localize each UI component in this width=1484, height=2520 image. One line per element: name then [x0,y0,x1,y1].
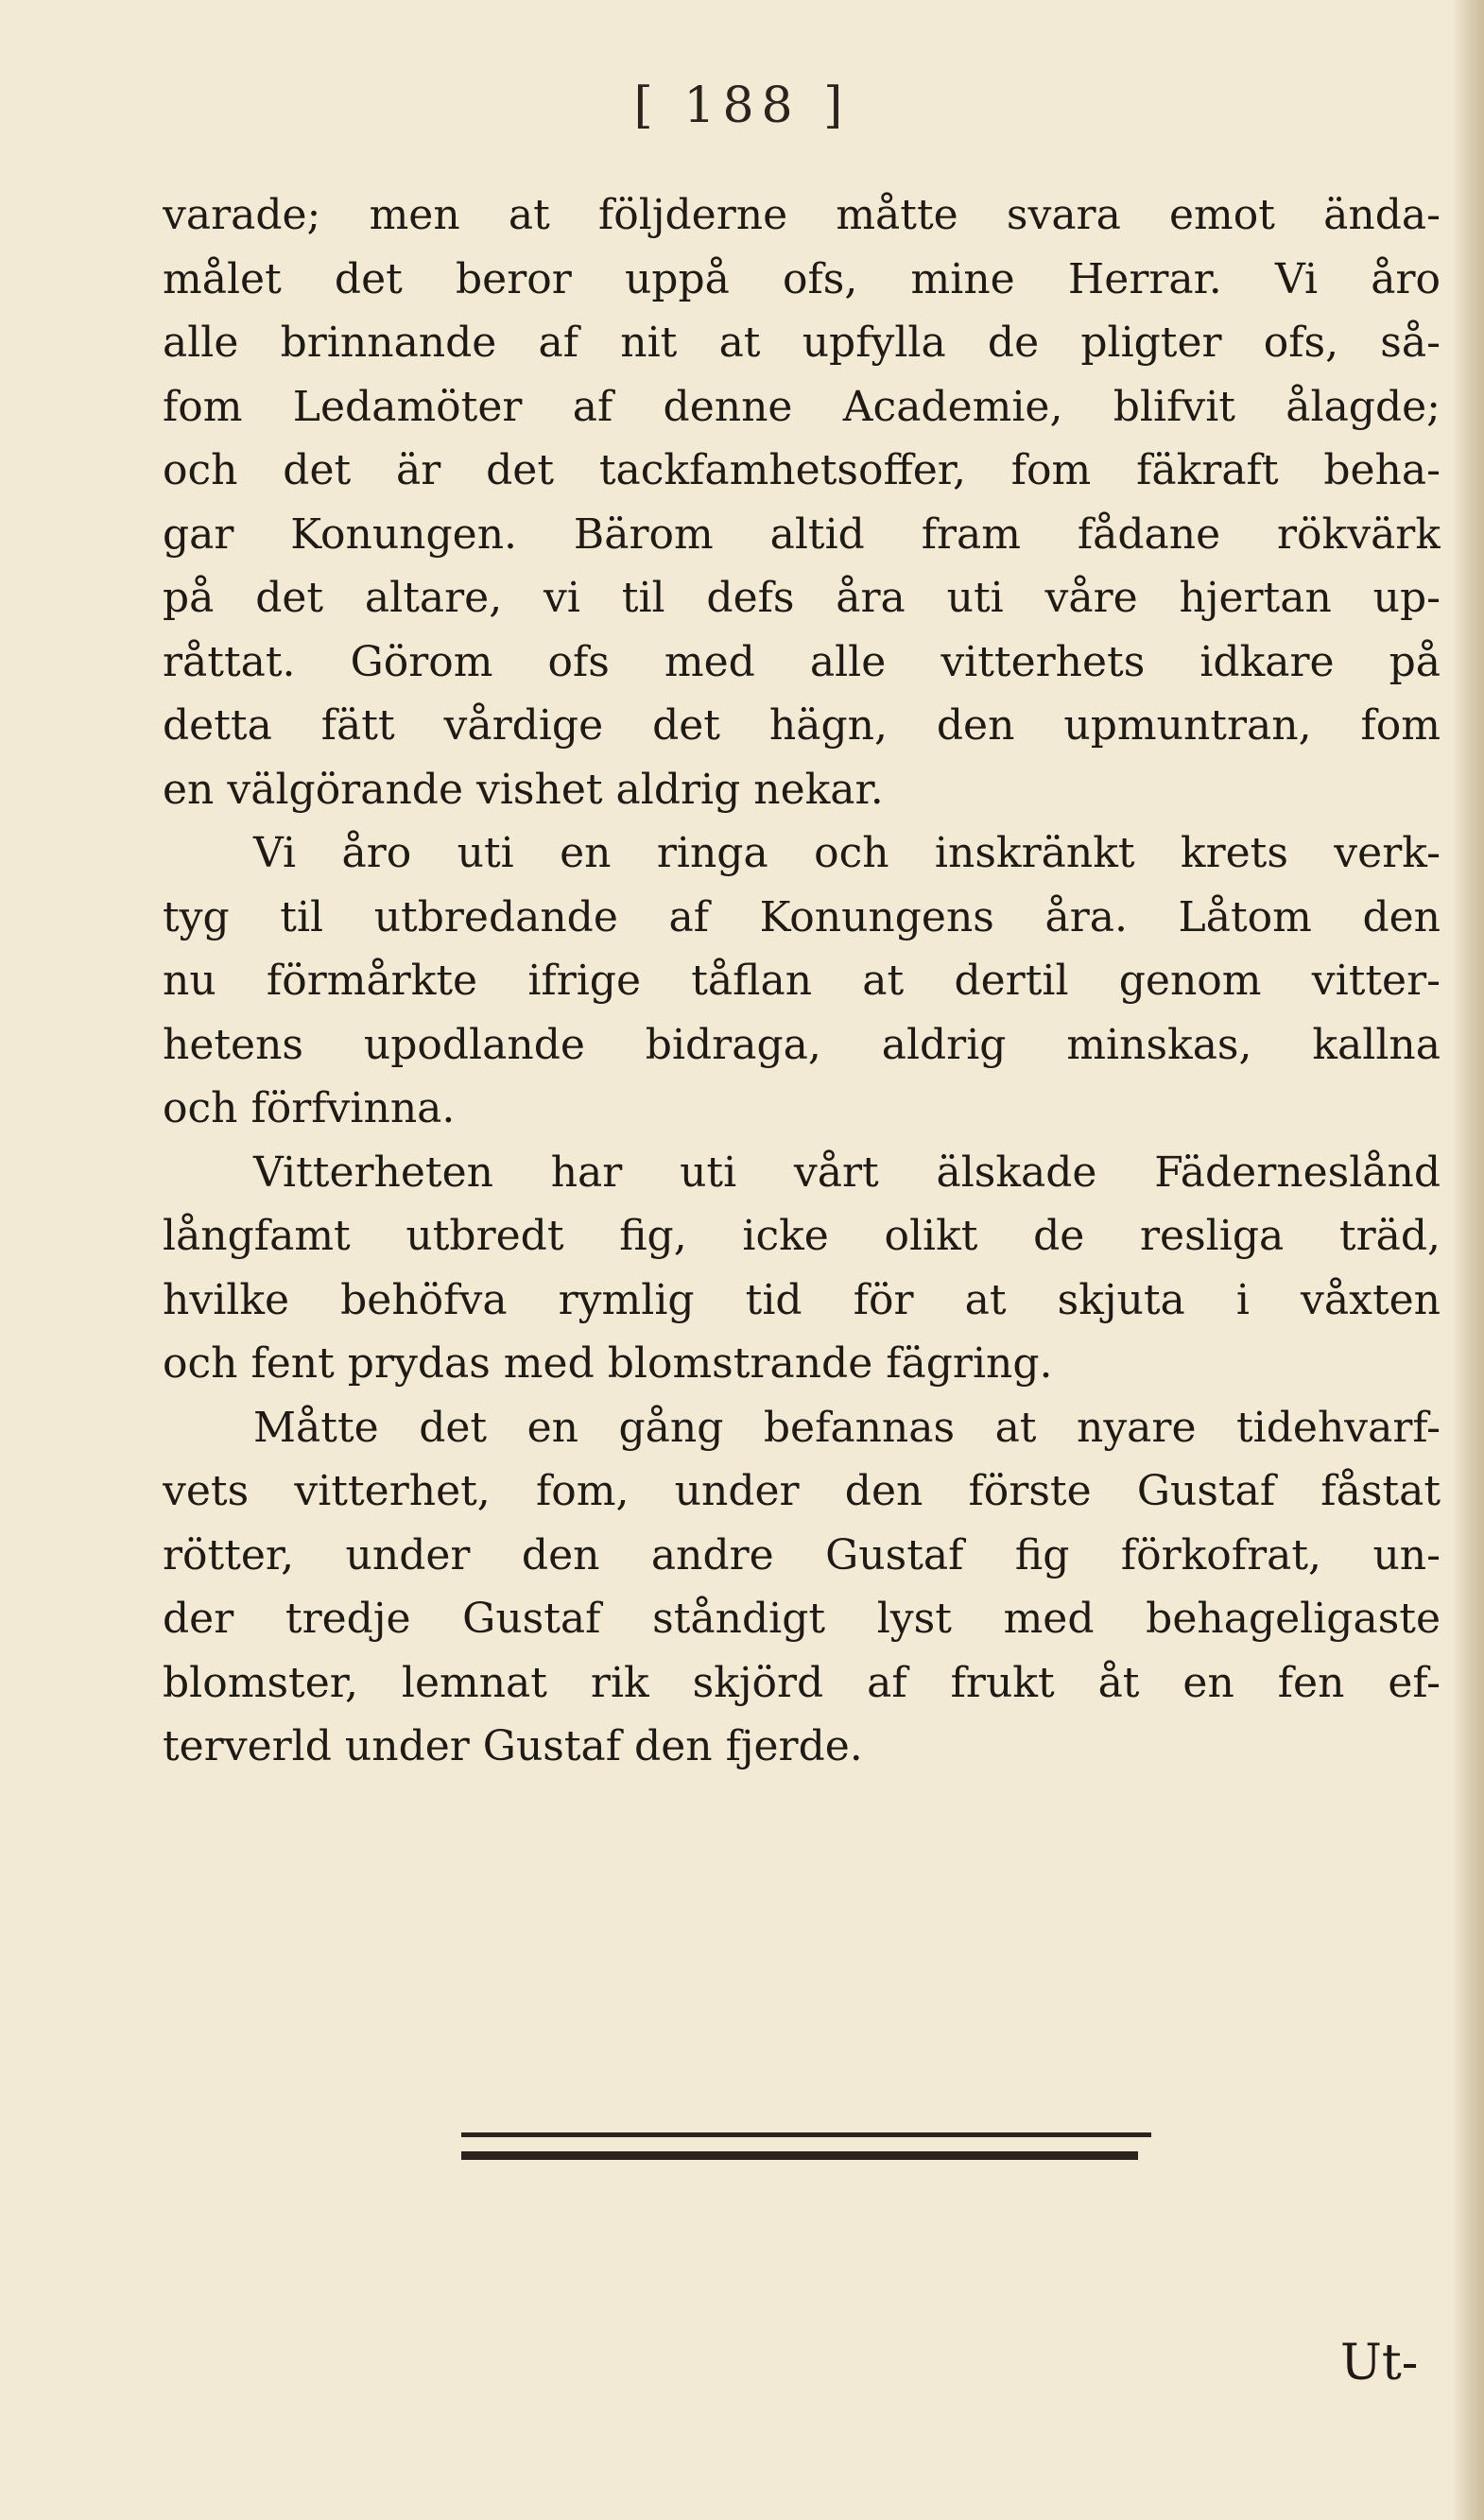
text-line: alle brinnande af nit at upfylla de pligter ofs, så- [163,319,1441,367]
text-line: terverld under Gustaf den fjerde. [163,1722,863,1770]
text-line: Vi åro uti en ringa och inskränkt krets verk- [253,829,1441,877]
text-line: en välgörande vishet aldrig nekar. [163,765,884,814]
text-line: hvilke behöfva rymlig tid för at skjuta i våxten [163,1275,1441,1324]
text-body [163,183,1441,1779]
text-line: detta fätt vårdige det hägn, den upmuntran, fom [163,701,1441,750]
text-line: målet det beror uppå ofs, mine Herrar. Vi åro [163,254,1441,303]
text-line: der tredje Gustaf ståndigt lyst med behageligaste [163,1595,1441,1643]
text-line: och fent prydas med blomstrande fägring. [163,1339,1053,1388]
separator-rule-thick [461,2151,1138,2160]
text-line: råttat. Görom ofs med alle vitterhets idkare på [163,637,1441,686]
separator-rule-thin [461,2132,1151,2137]
text-line: Vitterheten har uti vårt älskade Fäderneslånd [253,1148,1441,1197]
text-line: fom Ledamöter af denne Academie, blifvit ålagde; [163,382,1441,431]
text-line: långfamt utbredt fig, icke olikt de resliga träd, [163,1212,1441,1260]
text-line: gar Konungen. Bärom altid fram fådane rökvärk [163,509,1441,559]
text-line: nu förmårkte ifrige tåflan at dertil genom vitter- [163,957,1441,1005]
page-edge-shadow [1452,0,1484,2520]
text-line: och förfvinna. [163,1084,456,1132]
text-line: rötter, under den andre Gustaf fig förkofrat, un- [163,1530,1441,1579]
text-line: tyg til utbredande af Konungens åra. Låtom den [163,892,1441,941]
text-line: varade; men at följderne måtte svara emot ända- [163,191,1441,239]
text-line: vets vitterhet, fom, under den förste Gustaf fåstat [163,1467,1441,1515]
catchword: Ut- [1340,2335,1419,2391]
page-number-header: [ 188 ] [633,78,851,134]
text-line: blomster, lemnat rik skjörd af frukt åt en fen ef- [163,1658,1441,1707]
text-line: på det altare, vi til defs åra uti våre hjertan up- [163,574,1441,622]
text-line: och det är det tackfamhetsoffer, fom fäkraft beha- [163,446,1441,494]
text-line: Måtte det en gång befannas at nyare tidehvarf- [253,1403,1441,1452]
text-line: hetens upodlande bidraga, aldrig minskas, kallna [163,1020,1441,1069]
